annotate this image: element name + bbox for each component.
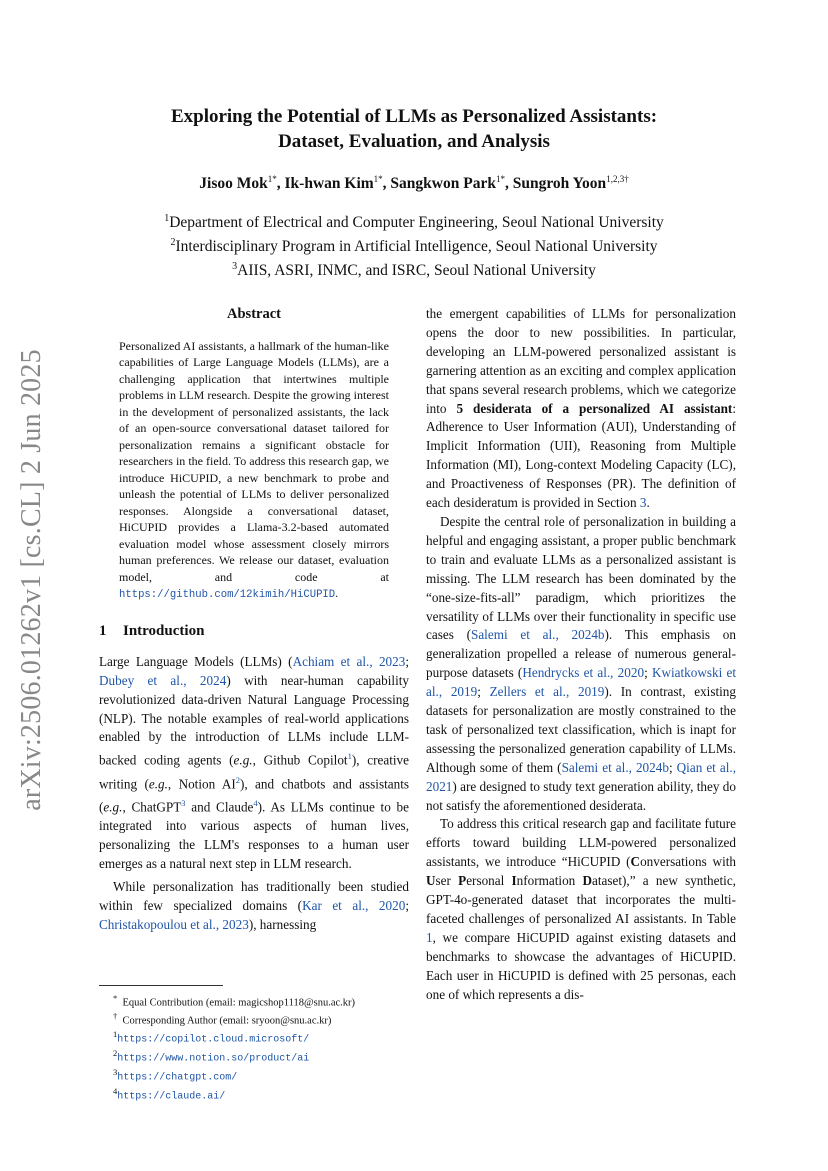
paper-header <box>0 104 828 282</box>
footnote-mark: 4 <box>113 1085 118 1096</box>
citation-link[interactable]: Salemi et al., 2024b <box>470 627 605 643</box>
author-name: Sangkwon Park <box>390 175 496 193</box>
intro-paragraph-3 <box>426 305 736 513</box>
right-column <box>426 305 736 1005</box>
footnote-url[interactable]: https://www.notion.so/product/ai <box>117 1053 310 1065</box>
footnote <box>99 1066 409 1085</box>
author-sup: 1,2,3† <box>606 174 629 184</box>
footnote-ref[interactable]: 1 <box>347 751 352 762</box>
text-run: , we compare HiCUPID against existing datasets and benchmarks to showcase the advantages of HiCUPID. Each user in HiCUPID is defined with 25 personas, each one of which represents a dis- <box>426 929 736 1002</box>
citation-link[interactable]: Christakopoulou et al., 2023 <box>99 916 249 932</box>
text-run: , Github Copilot <box>252 752 348 768</box>
text-run: Despite the central role of personalization in building a helpful and engaging assistant, a proper public benchmark to train and evaluate LLMs as a personalized assistant is missing. The LLM research has been dominated by the “one-size-fits-all” paradigm, which prioritizes the versatility of LLMs over their functionality in specific use cases ( <box>426 513 736 643</box>
text-run: U <box>426 873 436 889</box>
footnote-text: Equal Contribution (email: magicshop1118@snu.ac.kr) <box>122 997 356 1009</box>
left-column <box>99 305 409 935</box>
abstract-text: Personalized AI assistants, a hallmark of the human-like capabilities of Large Language Models (LLMs), are a challenging application that intertwines multiple problems in LLM research. Despite the growing interest in the development of personalized assistants, the lack of an open-source conversational dataset tailored for personalization remains a significant obstacle for researchers in the field. To address this research gap, we introduce HiCUPID, a new benchmark to probe and unleash the potential of LLMs to deliver personalized responses. Alongside a conversational dataset, HiCUPID provides a Llama-3.2-based automated evaluation model whose assessment closely mirrors human preferences. We release our dataset, evaluation model, and code at <box>119 338 389 584</box>
text-run: the emergent capabilities of LLMs for personalization opens the door to new possibilities. In particular, developing an LLM-powered personalized assistant is garnering attention as an exciting and complex application that spans several research problems, which we categorize into <box>426 306 736 416</box>
text-run: ) are designed to study text generation ability, they do not satisfy the aforementioned desiderata. <box>426 778 736 813</box>
text-run: ataset),” a new synthetic, GPT-4o-generated dataset that incorporates the multi-faceted challenges of personalized AI assistants. In Table <box>426 873 736 926</box>
text-run: : Adherence to User Information (AUI), Understanding of Implicit Information (UII), Reasoning from Multiple Information (MI), Long-context Modeling Capacity (LC), and Proactiveness of Responses (PR). The definition of each desideratum is provided in Section <box>426 400 736 511</box>
footnote-ref[interactable]: 2 <box>235 774 240 785</box>
text-run: ; <box>477 684 490 700</box>
author-sup: 1* <box>267 174 277 184</box>
footnote-mark: 2 <box>113 1047 118 1058</box>
text-run: e.g. <box>233 752 253 768</box>
footnote <box>99 1085 409 1104</box>
author-sup: 1* <box>495 174 505 184</box>
text-run: ; <box>405 897 409 913</box>
affiliation <box>0 209 828 233</box>
text-run: ; <box>405 653 409 669</box>
author-name: Jisoo Mok <box>199 175 268 193</box>
text-run: To address this critical research gap and facilitate future efforts toward building LLM-powered personalized assistants, we introduce “HiCUPID ( <box>426 816 736 870</box>
author-name: Ik-hwan Kim <box>284 175 374 193</box>
footnote-url[interactable]: https://chatgpt.com/ <box>117 1072 238 1084</box>
text-run: ). This emphasis on generalization propelled a release of numerous general-purpose datasets ( <box>426 627 736 681</box>
footnote-mark: † <box>113 1010 118 1021</box>
text-run: I <box>511 873 517 889</box>
affiliation-sup: 1 <box>164 213 170 225</box>
footnote-ref[interactable]: 3 <box>181 797 186 808</box>
footnote-url[interactable]: https://copilot.cloud.microsoft/ <box>117 1034 310 1046</box>
text-run: Large Language Models (LLMs) ( <box>99 653 293 669</box>
text-run: ), creative writing ( <box>99 752 409 792</box>
arxiv-stamp <box>12 250 52 910</box>
intro-paragraph-2 <box>99 878 409 935</box>
affiliation-sup: 3 <box>232 261 238 273</box>
abstract-code-link[interactable]: https://github.com/12kimih/HiCUPID <box>119 589 336 602</box>
section-heading <box>99 622 409 641</box>
affiliation-text: Interdisciplinary Program in Artificial Intelligence, Seoul National University <box>175 238 658 256</box>
footnote <box>99 1047 409 1066</box>
text-run: C <box>630 854 641 870</box>
author-sup: 1* <box>373 174 383 184</box>
text-run: ) with near-human capability revolutionized data-driven Natural Language Processing (NLP). The notable examples of real-world applications enabled by the introduction of LLMs include LLM-backed coding agents ( <box>99 672 409 768</box>
author-list: Jisoo Mok$^{1*}$, Ik-hwan Kim$^{1*}$, Sangkwon Park$^{1*}$, Sungroh Yoon$^{1,2,3\dagger}$ <box>199 174 629 193</box>
footnote <box>99 992 409 1010</box>
text-run: ). As LLMs continue to be integrated into various aspects of human lives, personalizing the LLM's responses to a human user emerges as a natural next step in LLM research. <box>99 799 409 872</box>
text-run: , ChatGPT <box>122 799 182 815</box>
affiliation-list <box>0 209 828 281</box>
affiliation-text: Department of Electrical and Computer Engineering, Seoul National University <box>169 214 664 232</box>
citation-link[interactable]: Dubey et al., 2024 <box>99 672 227 688</box>
footnote-text: Corresponding Author (email: sryoon@snu.ac.kr) <box>122 1015 332 1027</box>
title-line-2: Dataset, Evaluation, and Analysis <box>278 131 550 152</box>
citation-link[interactable]: Achiam et al., 2023 <box>292 653 406 669</box>
text-run: 5 desiderata of a personalized AI assistant <box>456 400 733 416</box>
intro-paragraph-5 <box>426 815 736 1004</box>
abstract-heading: Abstract <box>227 306 281 322</box>
text-run: e.g. <box>103 799 123 815</box>
abstract-body: Personalized AI assistants, a hallmark of the human-like capabilities of Large Language Models (LLMs), are a challenging application that intertwines multiple problems in LLM research. Despite the growing interest in the development of personalized assistants, the lack of an open-source conversational dataset tailored for personalization remains a significant obstacle for researchers in the field. To address this research gap, we introduce HiCUPID, a new benchmark to probe and unleash the potential of LLMs to deliver personalized responses. Alongside a conversational dataset, HiCUPID provides a Llama-3.2-based automated evaluation model whose assessment closely mirrors human preferences. We release our dataset, evaluation model, and code at https://github.com/12kimih/HiCUPID. <box>119 338 389 602</box>
table-ref-link[interactable]: 1 <box>426 929 433 945</box>
section-ref-link[interactable]: 3 <box>639 495 647 511</box>
footnote-rule <box>99 985 223 986</box>
text-run: ; <box>644 665 652 681</box>
affiliation <box>0 257 828 281</box>
text-run: , Notion AI <box>167 776 236 792</box>
footnote-ref[interactable]: 4 <box>253 797 258 808</box>
title-line-1: Exploring the Potential of LLMs as Personalized Assistants: <box>170 106 658 127</box>
paper-title <box>0 104 828 154</box>
footnote-mark: * <box>113 993 118 1003</box>
text-run: onversations with <box>640 854 736 870</box>
text-run: While personalization has traditionally been studied within few specialized domains ( <box>99 878 409 913</box>
intro-paragraph-4 <box>426 513 736 816</box>
citation-link[interactable]: Kwiatkowski et al., 2019 <box>426 665 736 700</box>
text-run: ), harnessing <box>248 916 317 932</box>
section-number: 1 <box>99 622 107 639</box>
citation-link[interactable]: Qian et al., 2021 <box>426 759 737 794</box>
text-run: ), and chatbots and assistants ( <box>99 776 409 815</box>
text-run: nformation <box>516 873 583 889</box>
footnote-mark: 3 <box>113 1066 118 1077</box>
affiliation-sup: 2 <box>170 237 176 249</box>
citation-link[interactable]: Kar et al., 2020 <box>302 897 406 913</box>
text-run: P <box>458 873 467 889</box>
text-run: ser <box>435 873 459 889</box>
footnotes <box>99 985 409 1103</box>
footnote-url[interactable]: https://claude.ai/ <box>117 1091 226 1103</box>
text-run: and Claude <box>185 799 254 815</box>
text-run: ; <box>668 759 677 775</box>
arxiv-stamp-text: arXiv:2506.01262v1 [cs.CL] 2 Jun 2025 <box>16 349 47 811</box>
author-name: Sungroh Yoon <box>512 175 607 193</box>
section-title: Introduction <box>123 622 205 639</box>
text-run: e.g. <box>148 776 168 792</box>
citation-link[interactable]: Zellers et al., 2019 <box>489 684 605 700</box>
citation-link[interactable]: Hendrycks et al., 2020 <box>522 665 645 681</box>
intro-paragraph-1 <box>99 653 409 874</box>
footnote <box>99 1028 409 1047</box>
text-run: D <box>582 873 593 889</box>
affiliation-text: AIIS, ASRI, INMC, and ISRC, Seoul National University <box>237 262 596 280</box>
text-run: . <box>646 495 650 511</box>
footnote <box>99 1010 409 1028</box>
text-run: ). In contrast, existing datasets for personalization are mostly constrained to the task of personalized text classification, which is inapt for assessing the personalized generation capability of LLMs. Although some of them ( <box>426 684 736 775</box>
footnote-mark: 1 <box>113 1028 118 1039</box>
affiliation <box>0 233 828 257</box>
text-run: ersonal <box>466 873 512 889</box>
citation-link[interactable]: Salemi et al., 2024b <box>561 759 669 775</box>
